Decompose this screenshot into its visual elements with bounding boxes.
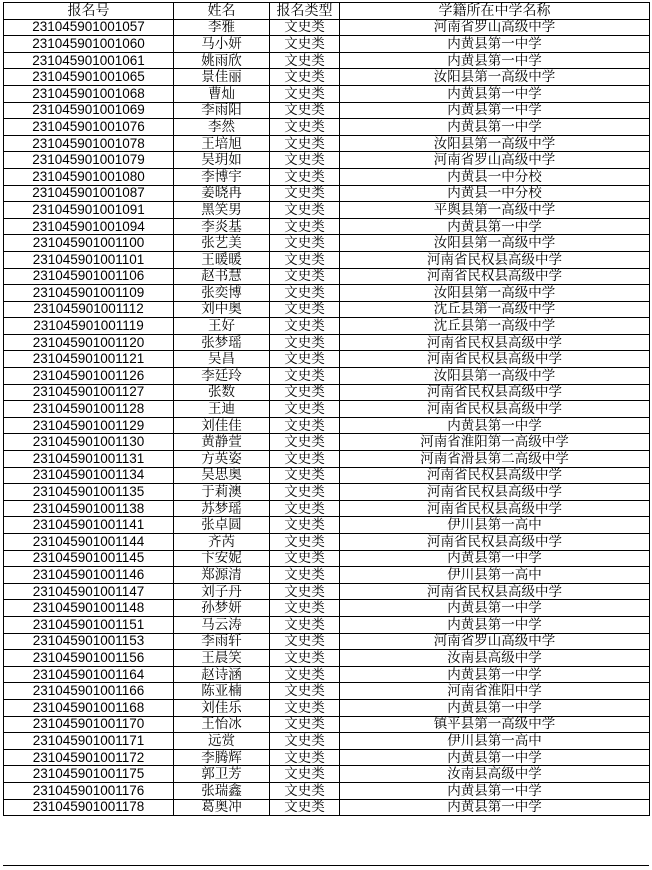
registration-number-cell: 231045901001061 (4, 52, 174, 69)
table-row (4, 218, 650, 235)
table-row (4, 318, 650, 335)
table-row (4, 202, 650, 219)
registration-type-cell: 文史类 (270, 782, 340, 799)
student-name-cell: 曹灿 (174, 85, 270, 102)
school-name-cell: 内黄县第一中学 (340, 85, 650, 102)
enrollment-table (3, 2, 650, 816)
registration-number-cell: 231045901001057 (4, 19, 174, 36)
student-name-cell: 黑笑男 (174, 202, 270, 219)
registration-number-cell: 231045901001079 (4, 152, 174, 169)
school-name-cell: 内黄县第一中学 (340, 616, 650, 633)
registration-type-cell: 文史类 (270, 716, 340, 733)
registration-type-cell: 文史类 (270, 699, 340, 716)
registration-type-cell: 文史类 (270, 600, 340, 617)
registration-type-cell: 文史类 (270, 417, 340, 434)
registration-type-cell: 文史类 (270, 285, 340, 302)
student-name-cell: 王好 (174, 318, 270, 335)
school-name-cell: 内黄县第一中学 (340, 102, 650, 119)
student-name-cell: 郭卫芳 (174, 766, 270, 783)
table-row (4, 285, 650, 302)
registration-number-cell: 231045901001109 (4, 285, 174, 302)
registration-type-cell: 文史类 (270, 52, 340, 69)
table-row (4, 368, 650, 385)
registration-number-cell: 231045901001171 (4, 733, 174, 750)
header-row (4, 3, 650, 20)
table-row (4, 152, 650, 169)
registration-number-cell: 231045901001101 (4, 251, 174, 268)
school-name-cell: 河南省罗山高级中学 (340, 633, 650, 650)
registration-number-cell: 231045901001131 (4, 451, 174, 468)
student-name-cell: 李廷玲 (174, 368, 270, 385)
registration-type-cell: 文史类 (270, 517, 340, 534)
student-name-cell: 陈亚楠 (174, 683, 270, 700)
school-name-cell: 内黄县第一中学 (340, 218, 650, 235)
school-name-cell: 汝阳县第一高级中学 (340, 135, 650, 152)
registration-number-cell: 231045901001175 (4, 766, 174, 783)
registration-number-cell: 231045901001060 (4, 36, 174, 53)
school-name-cell: 内黄县第一中学 (340, 799, 650, 816)
table-row (4, 534, 650, 551)
student-name-cell: 赵书慧 (174, 268, 270, 285)
registration-number-cell: 231045901001148 (4, 600, 174, 617)
registration-type-cell: 文史类 (270, 500, 340, 517)
student-name-cell: 李雨轩 (174, 633, 270, 650)
registration-type-cell: 文史类 (270, 119, 340, 136)
registration-number-cell: 231045901001170 (4, 716, 174, 733)
student-name-cell: 葛奥冲 (174, 799, 270, 816)
table-row (4, 235, 650, 252)
table-body (4, 19, 650, 816)
registration-number-cell: 231045901001164 (4, 666, 174, 683)
registration-number-cell: 231045901001166 (4, 683, 174, 700)
spreadsheet-table-container (3, 2, 649, 816)
registration-type-cell: 文史类 (270, 368, 340, 385)
registration-number-cell: 231045901001127 (4, 384, 174, 401)
registration-type-cell: 文史类 (270, 467, 340, 484)
registration-type-cell: 文史类 (270, 152, 340, 169)
registration-number-cell: 231045901001068 (4, 85, 174, 102)
table-row (4, 616, 650, 633)
table-row (4, 401, 650, 418)
table-row (4, 683, 650, 700)
registration-number-cell: 231045901001080 (4, 168, 174, 185)
table-row (4, 268, 650, 285)
registration-type-cell: 文史类 (270, 434, 340, 451)
student-name-cell: 吴思奥 (174, 467, 270, 484)
school-name-cell: 河南省民权县高级中学 (340, 351, 650, 368)
registration-type-cell: 文史类 (270, 268, 340, 285)
table-row (4, 185, 650, 202)
table-row (4, 666, 650, 683)
table-row (4, 102, 650, 119)
table-row (4, 749, 650, 766)
student-name-cell: 郑源清 (174, 567, 270, 584)
school-name-cell: 汝阳县第一高级中学 (340, 235, 650, 252)
registration-number-cell: 231045901001138 (4, 500, 174, 517)
school-name-cell: 内黄县第一中学 (340, 749, 650, 766)
school-name-cell: 内黄县第一中学 (340, 36, 650, 53)
student-name-cell: 孙梦妍 (174, 600, 270, 617)
school-name-cell: 内黄县一中分校 (340, 185, 650, 202)
registration-type-cell: 文史类 (270, 218, 340, 235)
registration-number-cell: 231045901001141 (4, 517, 174, 534)
registration-number-cell: 231045901001156 (4, 650, 174, 667)
school-name-cell: 镇平县第一高级中学 (340, 716, 650, 733)
student-name-cell: 景佳丽 (174, 69, 270, 86)
registration-type-cell: 文史类 (270, 683, 340, 700)
table-row (4, 168, 650, 185)
registration-type-cell: 文史类 (270, 185, 340, 202)
registration-type-cell: 文史类 (270, 301, 340, 318)
student-name-cell: 张艺美 (174, 235, 270, 252)
student-name-cell: 刘佳佳 (174, 417, 270, 434)
registration-type-cell: 文史类 (270, 135, 340, 152)
table-row (4, 251, 650, 268)
table-row (4, 650, 650, 667)
student-name-cell: 王培旭 (174, 135, 270, 152)
school-name-cell: 河南省罗山高级中学 (340, 19, 650, 36)
student-name-cell: 苏梦瑶 (174, 500, 270, 517)
table-row (4, 334, 650, 351)
school-name-cell: 河南省滑县第二高级中学 (340, 451, 650, 468)
school-name-cell: 平舆县第一高级中学 (340, 202, 650, 219)
school-name-cell: 伊川县第一高中 (340, 567, 650, 584)
student-name-cell: 黄静萱 (174, 434, 270, 451)
registration-number-cell: 231045901001135 (4, 484, 174, 501)
student-name-cell: 张瑞鑫 (174, 782, 270, 799)
school-name-cell: 内黄县第一中学 (340, 119, 650, 136)
student-name-cell: 李博宇 (174, 168, 270, 185)
table-row (4, 434, 650, 451)
registration-number-cell: 231045901001168 (4, 699, 174, 716)
school-name-cell: 河南省民权县高级中学 (340, 467, 650, 484)
student-name-cell: 赵诗涵 (174, 666, 270, 683)
school-name-cell: 河南省罗山高级中学 (340, 152, 650, 169)
table-row (4, 567, 650, 584)
registration-number-cell: 231045901001069 (4, 102, 174, 119)
registration-type-cell: 文史类 (270, 202, 340, 219)
student-name-cell: 姚雨欣 (174, 52, 270, 69)
school-name-cell: 内黄县第一中学 (340, 782, 650, 799)
table-row (4, 782, 650, 799)
student-name-cell: 姜晓冉 (174, 185, 270, 202)
table-row (4, 583, 650, 600)
registration-number-cell: 231045901001153 (4, 633, 174, 650)
registration-type-cell: 文史类 (270, 616, 340, 633)
column-header-name: 姓名 (174, 3, 270, 20)
table-row (4, 85, 650, 102)
school-name-cell: 内黄县第一中学 (340, 52, 650, 69)
table-row (4, 19, 650, 36)
registration-number-cell: 231045901001087 (4, 185, 174, 202)
student-name-cell: 王晨笑 (174, 650, 270, 667)
registration-type-cell: 文史类 (270, 235, 340, 252)
student-name-cell: 张卓圆 (174, 517, 270, 534)
column-header-id: 报名号 (4, 3, 174, 20)
student-name-cell: 刘子丹 (174, 583, 270, 600)
school-name-cell: 河南省民权县高级中学 (340, 401, 650, 418)
student-name-cell: 王暖暖 (174, 251, 270, 268)
column-header-school: 学籍所在中学名称 (340, 3, 650, 20)
student-name-cell: 于莉澳 (174, 484, 270, 501)
registration-type-cell: 文史类 (270, 85, 340, 102)
school-name-cell: 河南省民权县高级中学 (340, 268, 650, 285)
registration-type-cell: 文史类 (270, 451, 340, 468)
table-row (4, 550, 650, 567)
registration-number-cell: 231045901001119 (4, 318, 174, 335)
table-row (4, 600, 650, 617)
registration-number-cell: 231045901001145 (4, 550, 174, 567)
registration-number-cell: 231045901001120 (4, 334, 174, 351)
registration-number-cell: 231045901001091 (4, 202, 174, 219)
table-row (4, 351, 650, 368)
registration-type-cell: 文史类 (270, 484, 340, 501)
registration-type-cell: 文史类 (270, 550, 340, 567)
table-row (4, 799, 650, 816)
registration-number-cell: 231045901001065 (4, 69, 174, 86)
student-name-cell: 张奕博 (174, 285, 270, 302)
registration-type-cell: 文史类 (270, 567, 340, 584)
student-name-cell: 吴玥如 (174, 152, 270, 169)
registration-number-cell: 231045901001146 (4, 567, 174, 584)
registration-type-cell: 文史类 (270, 168, 340, 185)
school-name-cell: 汝阳县第一高级中学 (340, 285, 650, 302)
school-name-cell: 河南省民权县高级中学 (340, 583, 650, 600)
student-name-cell: 吴昌 (174, 351, 270, 368)
student-name-cell: 张梦瑶 (174, 334, 270, 351)
student-name-cell: 刘佳乐 (174, 699, 270, 716)
table-row (4, 36, 650, 53)
registration-number-cell: 231045901001151 (4, 616, 174, 633)
school-name-cell: 汝南县高级中学 (340, 766, 650, 783)
school-name-cell: 内黄县第一中学 (340, 699, 650, 716)
student-name-cell: 张数 (174, 384, 270, 401)
student-name-cell: 远赏 (174, 733, 270, 750)
registration-type-cell: 文史类 (270, 650, 340, 667)
table-row (4, 417, 650, 434)
registration-type-cell: 文史类 (270, 69, 340, 86)
school-name-cell: 内黄县一中分校 (340, 168, 650, 185)
registration-number-cell: 231045901001128 (4, 401, 174, 418)
registration-number-cell: 231045901001178 (4, 799, 174, 816)
student-name-cell: 卞安妮 (174, 550, 270, 567)
registration-number-cell: 231045901001106 (4, 268, 174, 285)
table-row (4, 699, 650, 716)
school-name-cell: 河南省民权县高级中学 (340, 534, 650, 551)
student-name-cell: 王怡冰 (174, 716, 270, 733)
registration-type-cell: 文史类 (270, 351, 340, 368)
school-name-cell: 沈丘县第一高级中学 (340, 301, 650, 318)
registration-number-cell: 231045901001144 (4, 534, 174, 551)
school-name-cell: 内黄县第一中学 (340, 417, 650, 434)
student-name-cell: 方英姿 (174, 451, 270, 468)
student-name-cell: 李腾辉 (174, 749, 270, 766)
registration-type-cell: 文史类 (270, 401, 340, 418)
school-name-cell: 河南省民权县高级中学 (340, 384, 650, 401)
table-row (4, 633, 650, 650)
school-name-cell: 内黄县第一中学 (340, 666, 650, 683)
registration-type-cell: 文史类 (270, 583, 340, 600)
registration-number-cell: 231045901001078 (4, 135, 174, 152)
school-name-cell: 沈丘县第一高级中学 (340, 318, 650, 335)
table-row (4, 500, 650, 517)
school-name-cell: 河南省民权县高级中学 (340, 251, 650, 268)
school-name-cell: 河南省民权县高级中学 (340, 500, 650, 517)
registration-number-cell: 231045901001121 (4, 351, 174, 368)
registration-type-cell: 文史类 (270, 633, 340, 650)
registration-type-cell: 文史类 (270, 36, 340, 53)
registration-type-cell: 文史类 (270, 666, 340, 683)
school-name-cell: 汝阳县第一高级中学 (340, 69, 650, 86)
registration-number-cell: 231045901001147 (4, 583, 174, 600)
registration-number-cell: 231045901001126 (4, 368, 174, 385)
student-name-cell: 李炎基 (174, 218, 270, 235)
registration-type-cell: 文史类 (270, 766, 340, 783)
table-row (4, 384, 650, 401)
school-name-cell: 内黄县第一中学 (340, 600, 650, 617)
registration-type-cell: 文史类 (270, 334, 340, 351)
school-name-cell: 汝南县高级中学 (340, 650, 650, 667)
registration-type-cell: 文史类 (270, 19, 340, 36)
registration-number-cell: 231045901001176 (4, 782, 174, 799)
registration-type-cell: 文史类 (270, 799, 340, 816)
table-row (4, 716, 650, 733)
school-name-cell: 河南省淮阳第一高级中学 (340, 434, 650, 451)
student-name-cell: 王迪 (174, 401, 270, 418)
school-name-cell: 内黄县第一中学 (340, 550, 650, 567)
registration-type-cell: 文史类 (270, 102, 340, 119)
student-name-cell: 刘中奥 (174, 301, 270, 318)
table-row (4, 301, 650, 318)
registration-type-cell: 文史类 (270, 733, 340, 750)
school-name-cell: 河南省民权县高级中学 (340, 334, 650, 351)
school-name-cell: 河南省淮阳中学 (340, 683, 650, 700)
table-row (4, 69, 650, 86)
school-name-cell: 伊川县第一高中 (340, 517, 650, 534)
registration-number-cell: 231045901001112 (4, 301, 174, 318)
registration-number-cell: 231045901001172 (4, 749, 174, 766)
student-name-cell: 李雨阳 (174, 102, 270, 119)
student-name-cell: 李然 (174, 119, 270, 136)
school-name-cell: 河南省民权县高级中学 (340, 484, 650, 501)
registration-type-cell: 文史类 (270, 318, 340, 335)
registration-number-cell: 231045901001094 (4, 218, 174, 235)
school-name-cell: 汝阳县第一高级中学 (340, 368, 650, 385)
table-row (4, 119, 650, 136)
column-header-type: 报名类型 (270, 3, 340, 20)
registration-number-cell: 231045901001134 (4, 467, 174, 484)
registration-number-cell: 231045901001130 (4, 434, 174, 451)
table-row (4, 135, 650, 152)
registration-number-cell: 231045901001129 (4, 417, 174, 434)
registration-type-cell: 文史类 (270, 749, 340, 766)
school-name-cell: 伊川县第一高中 (340, 733, 650, 750)
registration-type-cell: 文史类 (270, 534, 340, 551)
table-row (4, 766, 650, 783)
registration-type-cell: 文史类 (270, 251, 340, 268)
table-row (4, 733, 650, 750)
student-name-cell: 李雅 (174, 19, 270, 36)
registration-number-cell: 231045901001076 (4, 119, 174, 136)
table-row (4, 467, 650, 484)
student-name-cell: 马小妍 (174, 36, 270, 53)
student-name-cell: 齐芮 (174, 534, 270, 551)
registration-number-cell: 231045901001100 (4, 235, 174, 252)
table-row (4, 451, 650, 468)
partially-visible-row (3, 865, 649, 870)
table-row (4, 484, 650, 501)
registration-type-cell: 文史类 (270, 384, 340, 401)
table-row (4, 517, 650, 534)
table-row (4, 52, 650, 69)
student-name-cell: 马云涛 (174, 616, 270, 633)
